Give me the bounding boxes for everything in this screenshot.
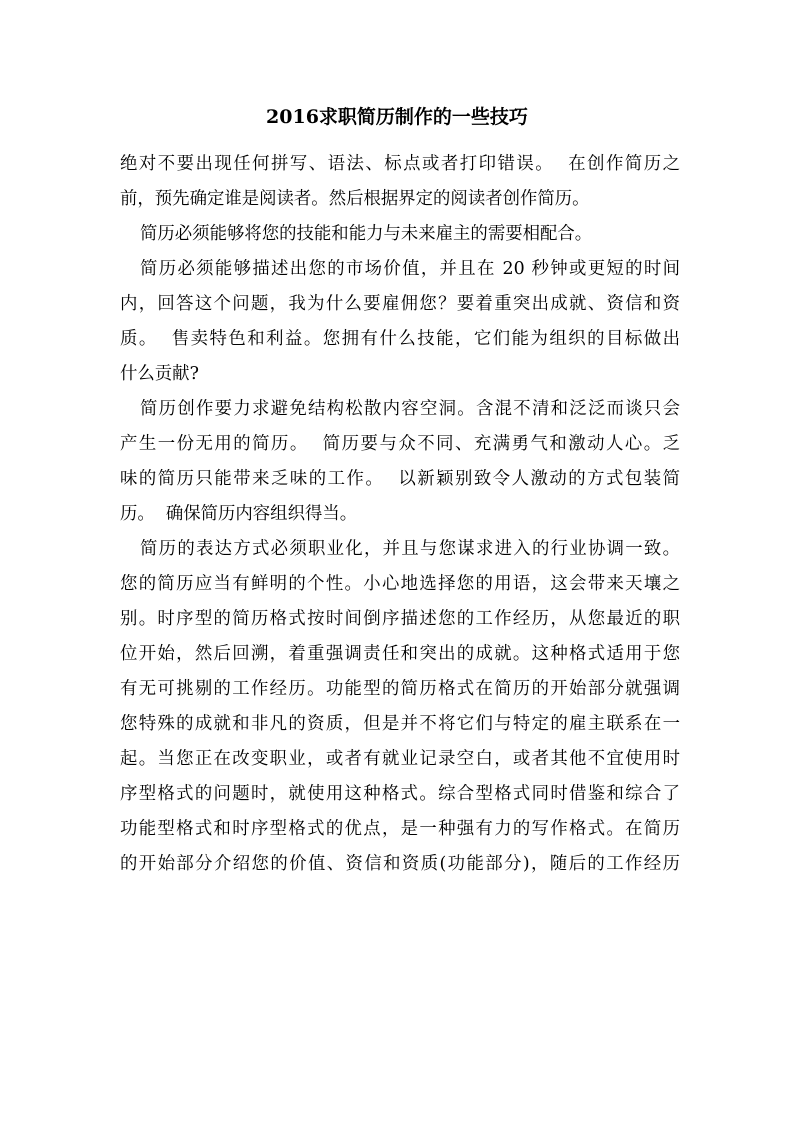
text-line: 的开始部分介绍您的价值、资信和资质(功能部分)，随后的工作经历 — [120, 854, 680, 874]
text-line: 历。 确保简历内容组织得当。 — [120, 504, 358, 524]
text-line: 别。时序型的简历格式按时间倒序描述您的工作经历，从您最近的职 — [120, 609, 680, 629]
text-line: 产生一份无用的简历。 简历要与众不同、充满勇气和激动人心。乏 — [120, 434, 680, 454]
text-line: 内，回答这个问题，我为什么要雇佣您？要着重突出成就、资信和资 — [120, 294, 680, 314]
text-line: 绝对不要出现任何拼写、语法、标点或者打印错误。 在创作简历之 — [120, 154, 680, 174]
document-title: 2016求职简历制作的一些技巧 — [266, 106, 528, 128]
text-line: 味的简历只能带来乏味的工作。 以新颖别致令人激动的方式包装简 — [120, 469, 680, 489]
text-line: 您特殊的成就和非凡的资质，但是并不将它们与特定的雇主联系在一 — [120, 714, 680, 734]
text-line: 起。当您正在改变职业，或者有就业记录空白，或者其他不宜使用时 — [120, 749, 680, 769]
text-line: 简历的表达方式必须职业化，并且与您谋求进入的行业协调一致。 — [140, 539, 680, 559]
text-line: 简历创作要力求避免结构松散内容空洞。含混不清和泛泛而谈只会 — [140, 399, 680, 419]
text-line: 简历必须能够描述出您的市场价值，并且在 20 秒钟或更短的时间 — [140, 259, 680, 279]
text-line: 位开始，然后回溯，着重强调责任和突出的成就。这种格式适用于您 — [120, 644, 680, 664]
document-body — [120, 147, 680, 882]
text-line: 您的简历应当有鲜明的个性。小心地选择您的用语，这会带来天壤之 — [120, 574, 680, 594]
text-line: 前，预先确定谁是阅读者。然后根据界定的阅读者创作简历。 — [120, 189, 590, 209]
text-line: 有无可挑剔的工作经历。功能型的简历格式在简历的开始部分就强调 — [120, 679, 680, 699]
text-line: 质。 售卖特色和利益。您拥有什么技能，它们能为组织的目标做出 — [120, 329, 680, 349]
text-line: 什么贡献? — [120, 364, 199, 384]
text-line: 简历必须能够将您的技能和能力与未来雇主的需要相配合。 — [140, 224, 593, 244]
text-line: 序型格式的问题时，就使用这种格式。综合型格式同时借鉴和综合了 — [120, 784, 680, 804]
text-line: 功能型格式和时序型格式的优点，是一种强有力的写作格式。在简历 — [120, 819, 680, 839]
